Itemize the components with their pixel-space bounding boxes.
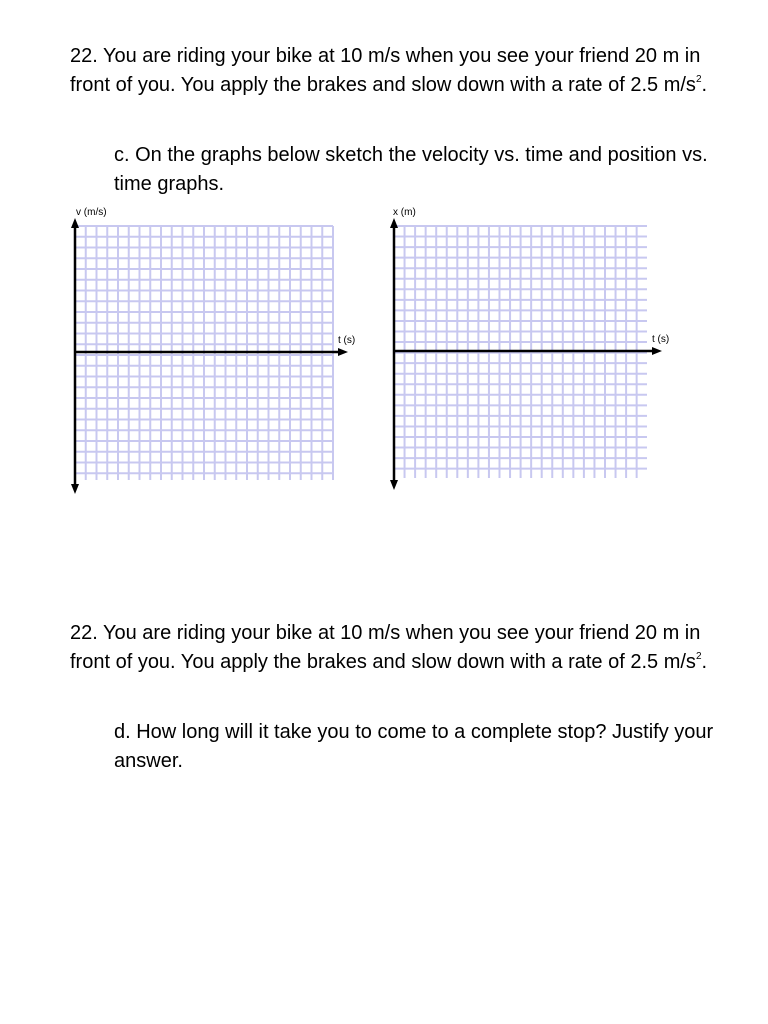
question-text: 22. You are riding your bike at 10 m/s when you see your friend 20 m in front of you. You apply the brakes and slow down with a rate of 2.5 m/s bbox=[70, 45, 701, 96]
position-y-axis-arrow-down bbox=[390, 480, 398, 490]
exponent: 2 bbox=[695, 74, 702, 85]
question-tail: . bbox=[701, 651, 708, 673]
velocity-axis-label: v (m/s) bbox=[76, 207, 107, 218]
part-d-text: d. How long will it take you to come to a complete stop? Justify your answer. bbox=[114, 721, 714, 772]
time-axis-label-left: t (s) bbox=[338, 335, 356, 346]
time-axis-label-right: t (s) bbox=[652, 334, 670, 345]
position-y-axis-arrow-up bbox=[390, 218, 398, 228]
position-axis-label: x (m) bbox=[393, 207, 416, 218]
question-tail: . bbox=[701, 74, 708, 96]
question-22-d-prompt bbox=[70, 619, 740, 680]
exponent: 2 bbox=[695, 651, 702, 662]
velocity-y-axis-arrow-up bbox=[71, 218, 79, 228]
question-text: 22. You are riding your bike at 10 m/s when you see your friend 20 m in front of you. You apply the brakes and slow down with a rate of 2.5 m/s bbox=[70, 622, 701, 673]
velocity-y-axis-arrow-down bbox=[71, 484, 79, 494]
position-x-axis-arrow bbox=[652, 347, 662, 355]
part-c-text: c. On the graphs below sketch the velocity vs. time and position vs. time graphs. bbox=[114, 144, 708, 195]
velocity-x-axis-arrow bbox=[338, 348, 348, 356]
